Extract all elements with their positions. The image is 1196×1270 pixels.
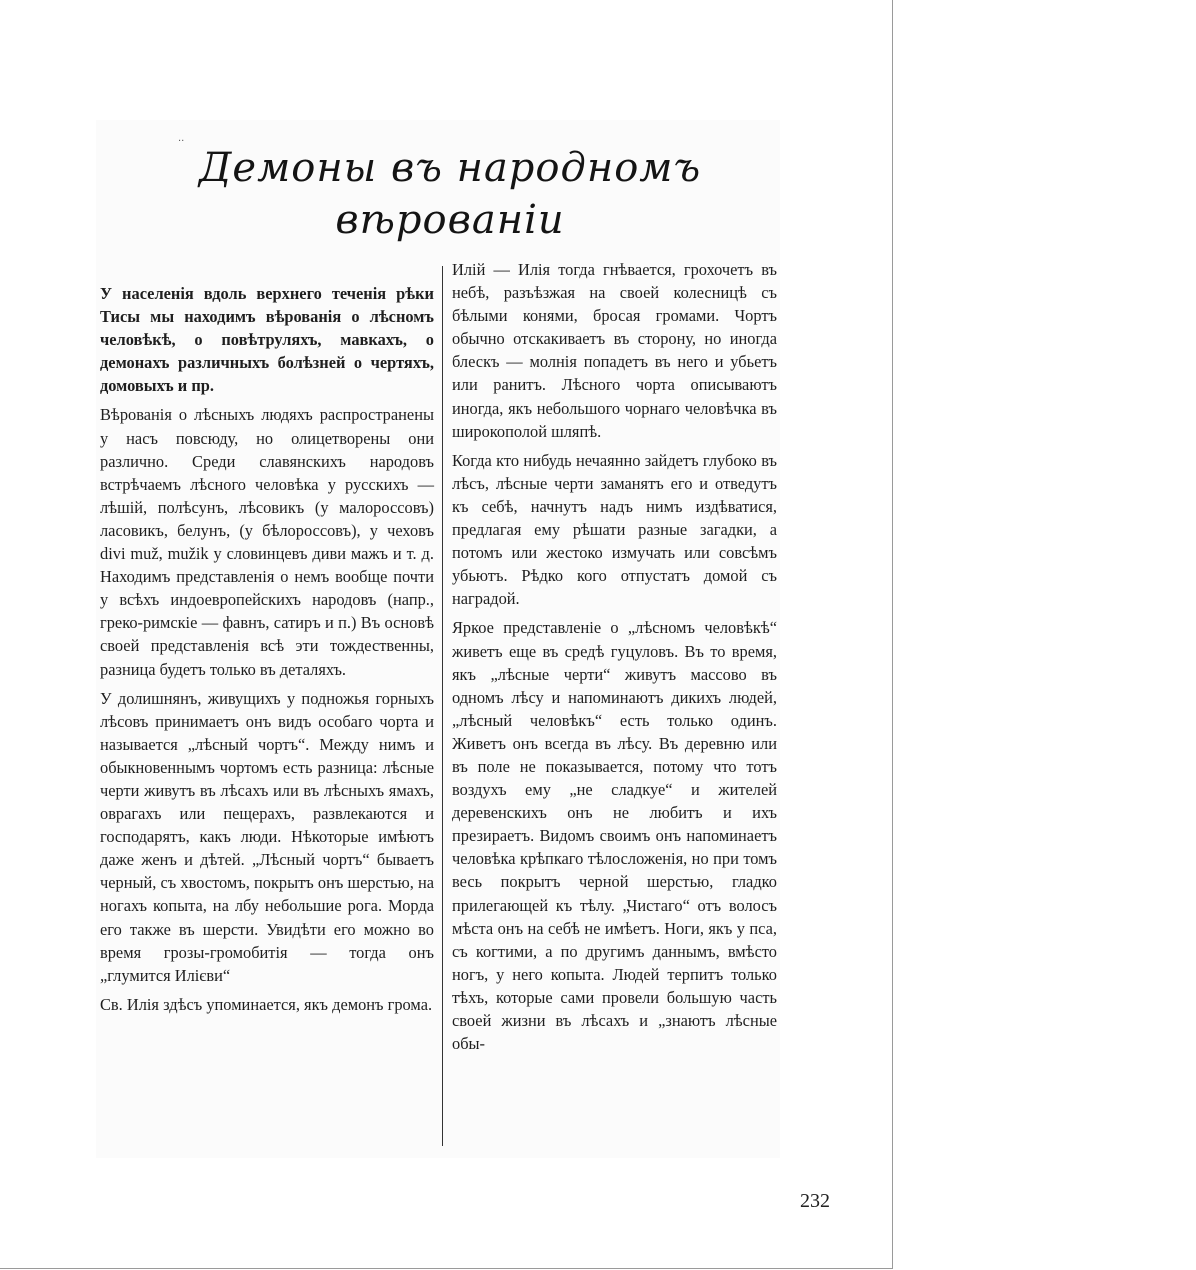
right-column [452,258,777,1061]
left-column [100,282,434,1022]
paragraph: Св. Илія здѣсъ упоминается, якъ демонъ грома. [100,994,433,1014]
scan-speck: ·· [178,136,185,147]
paragraph: Яркое представленіе о „лѣсномъ человѣкѣ“ живетъ еще въ средѣ гуцуловъ. Въ то время, якъ „лѣсные черти“ живутъ массово въ одномъ лѣсу и напоминаютъ дикихъ людей, „лѣсный человѣкъ“ есть только одинъ. Живетъ онъ всегда въ лѣсу. Въ деревню или въ поле не показывается, потому что тотъ воздухъ ему „не сладкуе“ и жителей деревенскихъ онъ не любитъ и ихъ презираетъ. Видомъ своимъ онъ напоминаетъ человѣка крѣпкаго тѣлосложенія, но при томъ весь покрытъ черной шерстью, гладко прилегающей къ тѣлу. „Чистаго“ отъ волосъ мѣста онъ на себѣ не имѣетъ. Ноги, якъ у пса, съ когтими, а по другимъ даннымъ, вмѣсто ногъ, у него копыта. Людей терпитъ только тѣхъ, которые сами провели большую часть своей жизни въ лѣсахъ и „знаютъ лѣсные обы- [452,618,777,1054]
paragraph: Илій — Илія тогда гнѣвается, грохочетъ въ небѣ, разъѣзжая на своей колесницѣ съ бѣлыми конями, бросая громами. Чортъ обычно отскакиваетъ въ сторону, но иногда блескъ — молнія попадетъ въ него и убьетъ или ранитъ. Лѣсного чорта описываютъ иногда, якъ небольшого чорнаго человѣчка въ широкополой шляпѣ. [452,260,777,441]
page-number: 232 [800,1190,830,1212]
article-title: Демоны въ народномъ вѣрованіи [198,145,702,243]
paragraph: У населенія вдоль верхнего теченія рѣки Тисы мы находимъ вѣрованія о лѣсномъ человѣкѣ, о повѣтруляхъ, мавкахъ, о демонахъ различныхъ болѣзней о чертяхъ, домовыхъ и пр. [100,284,434,396]
paragraph: Когда кто нибудь нечаянно зайдетъ глубоко въ лѣсъ, лѣсные черти заманятъ его и отведутъ къ себѣ, начнутъ надъ нимъ издѣватися, предлагая ему рѣшати разные загадки, а потомъ или жестоко измучать или совсѣмъ убьютъ. Рѣдко кого отпустатъ домой съ наградой. [452,450,777,609]
column-divider [442,266,443,1146]
paragraph: Вѣрованія о лѣсныхъ людяхъ распространены у насъ повсюду, но олицетворены они различно. Среди славянскихъ народовъ встрѣчаемъ лѣсного человѣка у русскихъ — лѣшій, полѣсунъ, лѣсовикъ (у малороссовъ) ласовикъ, белунъ, (у бѣлороссовъ), у чеховъ divi muž, mužik у словинцевъ диви мажъ и т. д. Находимъ представленія о немъ вообще почти у всѣхъ индоевропейскихъ народовъ (напр., греко-римскіе — фавнъ, сатиръ и п.) Въ основѣ своей представленія всѣ эти тождественны, разница будетъ только въ деталяхъ. [100,405,434,679]
paragraph: У долишнянъ, живущихъ у подножья горныхъ лѣсовъ принимаетъ онъ видъ особаго чорта и называется „лѣсный чортъ“. Между нимъ и обыкновеннымъ чортомъ есть разница: лѣсные черти живутъ въ лѣсахъ или въ лѣсныхъ ямахъ, оврагахъ или пещерахъ, развлекаются и господарятъ, какъ люди. Нѣкоторые имѣютъ даже женъ и дѣтей. „Лѣсный чортъ“ бываетъ черный, съ хвостомъ, покрытъ онъ шерстью, на ногахъ копыта, на лбу небольшие рога. Морда его также въ шерсти. Увидѣти его можно во время грозы-громобитія — тогда онъ „глумится Илієви“ [100,688,434,985]
